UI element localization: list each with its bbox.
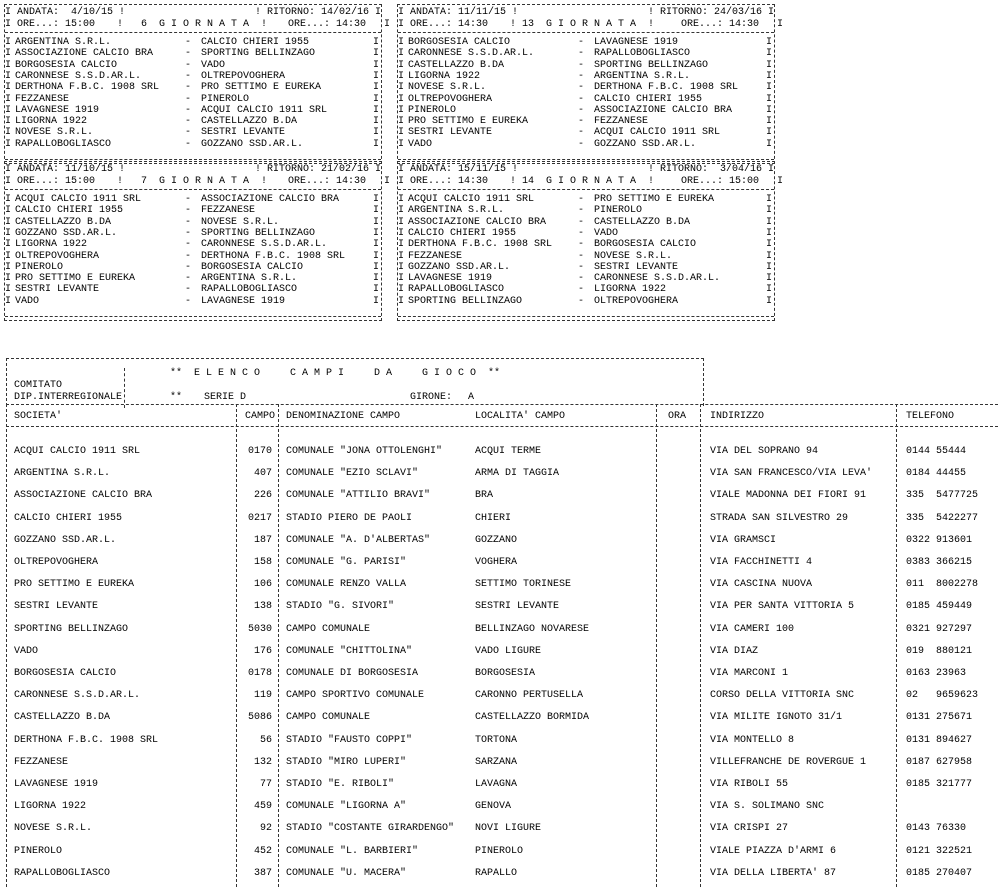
localita-cell: SARZANA	[475, 756, 518, 768]
localita-cell: SETTIMO TORINESE	[475, 579, 572, 591]
dip-label: DIP.INTERREGIONALE	[14, 392, 123, 403]
col-denominazione: DENOMINAZIONE CAMPO	[286, 411, 401, 422]
denominazione-cell: STADIO PIERO DE PAOLI	[286, 512, 413, 524]
away-team: VADO	[594, 227, 619, 239]
home-team: ASSOCIAZIONE CALCIO BRA	[15, 48, 154, 60]
away-team: GOZZANO SSD.AR.L.	[201, 138, 304, 150]
table-row	[0, 484, 1000, 504]
societa-cell: SESTRI LEVANTE	[14, 601, 99, 613]
away-team: BORGOSESIA CALCIO	[201, 261, 304, 273]
ore-andata: I ORE...: 14:30	[398, 19, 489, 30]
home-team: OLTREPOVOGHERA	[408, 93, 493, 105]
away-team: RAPALLOBOGLIASCO	[594, 48, 691, 60]
telefono-cell: 019 880121	[906, 645, 973, 657]
col-societa: SOCIETA'	[14, 411, 63, 422]
match-row: I GOZZANO SSD.AR.L. - SESTRI LEVANTE I	[398, 261, 773, 273]
match-row: I GOZZANO SSD.AR.L. - SPORTING BELLINZAGO I	[5, 227, 380, 239]
home-team: LIGORNA 1922	[15, 116, 88, 128]
campo-cell: 56	[259, 734, 272, 746]
serie-value: SERIE D	[204, 392, 247, 403]
away-team: LAVAGNESE 1919	[201, 295, 286, 307]
ritorno-date: ! RITORNO: 3/04/16 I	[648, 164, 775, 175]
table-row	[0, 462, 1000, 482]
andata-date: I ANDATA: 15/11/15 !	[398, 164, 519, 175]
match-row: I VADO - GOZZANO SSD.AR.L. I	[398, 138, 773, 150]
match-row: I CASTELLAZZO B.DA - NOVESE S.R.L. I	[5, 216, 380, 228]
match-row: I BORGOSESIA CALCIO - LAVAGNESE 1919 I	[398, 37, 773, 48]
societa-cell: GOZZANO SSD.AR.L.	[14, 534, 117, 546]
away-team: FEZZANESE	[201, 205, 256, 217]
telefono-cell: 0143 76330	[906, 823, 967, 835]
giornata-box	[397, 161, 784, 321]
indirizzo-cell: VIA MILITE IGNOTO 31/1	[710, 712, 843, 724]
telefono-cell: 0144 55444	[906, 446, 967, 457]
match-row: I VADO - LAVAGNESE 1919 I	[5, 295, 380, 307]
away-team: CARONNESE S.S.D.AR.L.	[594, 273, 721, 285]
denominazione-cell: COMUNALE "A. D'ALBERTAS"	[286, 534, 431, 546]
indirizzo-cell: VIA CRISPI 27	[710, 823, 789, 835]
away-team: ASSOCIAZIONE CALCIO BRA	[201, 194, 340, 205]
table-row	[0, 751, 1000, 771]
table-row	[0, 551, 1000, 571]
home-team: SESTRI LEVANTE	[15, 284, 100, 296]
telefono-cell: 0131 275671	[906, 712, 973, 724]
away-team: SESTRI LEVANTE	[201, 127, 286, 139]
societa-cell: VADO	[14, 645, 39, 657]
home-team: BORGOSESIA CALCIO	[408, 37, 511, 48]
match-row: I PINEROLO - ASSOCIAZIONE CALCIO BRA I	[398, 104, 773, 116]
home-team: CARONNESE S.S.D.AR.L.	[15, 70, 142, 82]
campo-cell: 138	[253, 601, 272, 613]
denominazione-cell: COMUNALE "EZIO SCLAVI"	[286, 468, 419, 480]
campo-cell: 0217	[247, 512, 272, 524]
societa-cell: DERTHONA F.B.C. 1908 SRL	[14, 734, 159, 746]
elenco-campi-section	[0, 358, 1000, 887]
societa-cell: NOVESE S.R.L.	[14, 823, 93, 835]
match-row: I NOVESE S.R.L. - SESTRI LEVANTE I	[5, 127, 380, 139]
denominazione-cell: STADIO "COSTANTE GIRARDENGO"	[286, 823, 455, 835]
match-row: I PRO SETTIMO E EUREKA - FEZZANESE I	[398, 116, 773, 128]
ore-ritorno: ORE...: 14:30 I	[288, 176, 391, 187]
denominazione-cell: COMUNALE "JONA OTTOLENGHI"	[286, 446, 443, 457]
societa-cell: ACQUI CALCIO 1911 SRL	[14, 446, 141, 457]
away-team: RAPALLOBOGLIASCO	[201, 284, 298, 296]
away-team: DERTHONA F.B.C. 1908 SRL	[594, 82, 739, 94]
indirizzo-cell: CORSO DELLA VITTORIA SNC	[710, 690, 855, 702]
home-team: DERTHONA F.B.C. 1908 SRL	[408, 239, 553, 251]
campo-cell: 387	[253, 867, 272, 879]
away-team: VADO	[201, 59, 226, 71]
home-team: ACQUI CALCIO 1911 SRL	[408, 194, 535, 205]
match-row: I LIGORNA 1922 - ARGENTINA S.R.L. I	[398, 70, 773, 82]
telefono-cell: 011 8002278	[906, 579, 979, 591]
telefono-cell: 0185 459449	[906, 601, 973, 613]
match-row: I ACQUI CALCIO 1911 SRL - PRO SETTIMO E EUREKA I	[398, 194, 773, 205]
indirizzo-cell: VIA MONTELLO 8	[710, 734, 795, 746]
campo-cell: 77	[259, 779, 272, 790]
localita-cell: GENOVA	[475, 801, 512, 813]
campo-cell: 226	[253, 490, 272, 502]
localita-cell: TORTONA	[475, 734, 518, 746]
match-row: I LAVAGNESE 1919 - ACQUI CALCIO 1911 SRL I	[5, 104, 380, 116]
away-team: CALCIO CHIERI 1955	[201, 37, 310, 48]
ore-ritorno: ORE...: 15:00 I	[681, 176, 784, 187]
denominazione-cell: STADIO "FAUSTO COPPI"	[286, 734, 413, 746]
indirizzo-cell: VIA S. SOLIMANO SNC	[710, 801, 825, 813]
match-row: I CARONNESE S.S.D.AR.L. - RAPALLOBOGLIASCO I	[398, 48, 773, 60]
away-team: ASSOCIAZIONE CALCIO BRA	[594, 104, 733, 116]
localita-cell: VOGHERA	[475, 557, 518, 568]
match-row: I NOVESE S.R.L. - DERTHONA F.B.C. 1908 SRL I	[398, 82, 773, 94]
campo-cell: 0178	[247, 668, 272, 679]
away-team: GOZZANO SSD.AR.L.	[594, 138, 697, 150]
localita-cell: CASTELLAZZO BORMIDA	[475, 712, 590, 724]
indirizzo-cell: VIA RIBOLI 55	[710, 779, 789, 790]
denominazione-cell: COMUNALE "L. BARBIERI"	[286, 845, 419, 857]
societa-cell: FEZZANESE	[14, 756, 69, 768]
table-row	[0, 618, 1000, 638]
match-row: I PRO SETTIMO E EUREKA - ARGENTINA S.R.L. I	[5, 273, 380, 285]
localita-cell: GOZZANO	[475, 534, 518, 546]
localita-cell: SESTRI LEVANTE	[475, 601, 560, 613]
table-row	[0, 729, 1000, 749]
col-telefono: TELEFONO	[906, 411, 955, 422]
match-row: I SESTRI LEVANTE - RAPALLOBOGLIASCO I	[5, 284, 380, 296]
match-row: I RAPALLOBOGLIASCO - GOZZANO SSD.AR.L. I	[5, 138, 380, 150]
home-team: VADO	[15, 295, 40, 307]
match-row: I LIGORNA 1922 - CARONNESE S.S.D.AR.L. I	[5, 239, 380, 251]
societa-cell: CALCIO CHIERI 1955	[14, 512, 123, 524]
ore-ritorno: ORE...: 14:30 I	[681, 19, 784, 30]
home-team: OLTREPOVOGHERA	[15, 250, 100, 262]
indirizzo-cell: VIALE PIAZZA D'ARMI 6	[710, 845, 837, 857]
table-row	[0, 706, 1000, 726]
home-team: NOVESE S.R.L.	[408, 82, 487, 94]
denominazione-cell: COMUNALE "G. PARISI"	[286, 557, 407, 568]
match-row: I DERTHONA F.B.C. 1908 SRL - PRO SETTIMO E EUREKA I	[5, 82, 380, 94]
ritorno-date: ! RITORNO: 24/03/16 I	[648, 7, 775, 18]
home-team: PINEROLO	[15, 261, 64, 273]
campo-cell: 0170	[247, 446, 272, 457]
ritorno-date: ! RITORNO: 21/02/16 I	[255, 164, 382, 175]
telefono-cell: 0185 270407	[906, 867, 973, 879]
match-row: I DERTHONA F.B.C. 1908 SRL - BORGOSESIA CALCIO I	[398, 239, 773, 251]
away-team: SPORTING BELLINZAGO	[201, 227, 316, 239]
societa-cell: BORGOSESIA CALCIO	[14, 668, 117, 679]
away-team: DERTHONA F.B.C. 1908 SRL	[201, 250, 346, 262]
home-team: LIGORNA 1922	[15, 239, 88, 251]
table-row	[0, 440, 1000, 460]
localita-cell: CHIERI	[475, 512, 512, 524]
telefono-cell: 0184 44455	[906, 468, 967, 480]
denominazione-cell: STADIO "G. SIVORI"	[286, 601, 395, 613]
home-team: CASTELLAZZO B.DA	[408, 59, 505, 71]
col-ora: ORA	[668, 411, 687, 422]
away-team: CARONNESE S.S.D.AR.L.	[201, 239, 328, 251]
localita-cell: ARMA DI TAGGIA	[475, 468, 560, 480]
table-row	[0, 529, 1000, 549]
indirizzo-cell: VIA FACCHINETTI 4	[710, 557, 813, 568]
home-team: CALCIO CHIERI 1955	[408, 227, 517, 239]
localita-cell: BORGOSESIA	[475, 668, 536, 679]
col-campo: CAMPO	[245, 411, 276, 422]
giornata-box	[397, 4, 784, 164]
away-team: ARGENTINA S.R.L.	[201, 273, 298, 285]
localita-cell: BRA	[475, 490, 494, 502]
home-team: CASTELLAZZO B.DA	[15, 216, 112, 228]
giornata-title: ! 13 G I O R N A T A !	[510, 19, 655, 30]
denominazione-cell: COMUNALE "ATTILIO BRAVI"	[286, 490, 431, 502]
table-row	[0, 640, 1000, 660]
giornata-title: ! 6 G I O R N A T A !	[117, 19, 268, 30]
localita-cell: NOVI LIGURE	[475, 823, 542, 835]
indirizzo-cell: VIA DEL SOPRANO 94	[710, 446, 819, 457]
denominazione-cell: COMUNALE RENZO VALLA	[286, 579, 407, 591]
telefono-cell: 0383 366215	[906, 557, 973, 568]
home-team: GOZZANO SSD.AR.L.	[408, 261, 511, 273]
girone-value: A	[468, 392, 475, 403]
home-team: ARGENTINA S.R.L.	[15, 37, 112, 48]
table-row	[0, 662, 1000, 682]
ore-andata: I ORE...: 15:00	[5, 176, 96, 187]
societa-cell: PRO SETTIMO E EUREKA	[14, 579, 135, 591]
away-team: ARGENTINA S.R.L.	[594, 70, 691, 82]
home-team: FEZZANESE	[408, 250, 463, 262]
away-team: PINEROLO	[594, 205, 643, 217]
denominazione-cell: COMUNALE "CHITTOLINA"	[286, 645, 413, 657]
home-team: LIGORNA 1922	[408, 70, 481, 82]
giornata-box	[4, 161, 391, 321]
societa-cell: ASSOCIAZIONE CALCIO BRA	[14, 490, 153, 502]
home-team: ARGENTINA S.R.L.	[408, 205, 505, 217]
giornata-title: ! 7 G I O R N A T A !	[117, 176, 268, 187]
telefono-cell: 0131 894627	[906, 734, 973, 746]
away-team: ACQUI CALCIO 1911 SRL	[594, 127, 721, 139]
away-team: BORGOSESIA CALCIO	[594, 239, 697, 251]
indirizzo-cell: VILLEFRANCHE DE ROVERGUE 1	[710, 756, 867, 768]
elenco-title: ** E L E N C O C A M P I D A G I O C O **	[170, 368, 501, 379]
indirizzo-cell: VIA DELLA LIBERTA' 87	[710, 867, 837, 879]
home-team: BORGOSESIA CALCIO	[15, 59, 118, 71]
away-team: NOVESE S.R.L.	[201, 216, 280, 228]
match-row: I ASSOCIAZIONE CALCIO BRA - SPORTING BELLINZAGO I	[5, 48, 380, 60]
denominazione-cell: CAMPO COMUNALE	[286, 623, 371, 635]
ritorno-date: ! RITORNO: 14/02/16 I	[255, 7, 382, 18]
indirizzo-cell: VIALE MADONNA DEI FIORI 91	[710, 490, 867, 502]
campo-cell: 407	[253, 468, 272, 480]
match-row: I OLTREPOVOGHERA - DERTHONA F.B.C. 1908 SRL I	[5, 250, 380, 262]
away-team: SESTRI LEVANTE	[594, 261, 679, 273]
match-row: I LAVAGNESE 1919 - CARONNESE S.S.D.AR.L. I	[398, 273, 773, 285]
home-team: PRO SETTIMO E EUREKA	[408, 116, 529, 128]
home-team: RAPALLOBOGLIASCO	[15, 138, 112, 150]
table-row	[0, 573, 1000, 593]
match-row: I ASSOCIAZIONE CALCIO BRA - CASTELLAZZO B.DA I	[398, 216, 773, 228]
away-team: LIGORNA 1922	[594, 284, 667, 296]
match-row: I ACQUI CALCIO 1911 SRL - ASSOCIAZIONE CALCIO BRA I	[5, 194, 380, 205]
denominazione-cell: STADIO "E. RIBOLI"	[286, 779, 395, 790]
col-indirizzo: INDIRIZZO	[710, 411, 765, 422]
table-row	[0, 817, 1000, 837]
away-team: CALCIO CHIERI 1955	[594, 93, 703, 105]
match-row: I RAPALLOBOGLIASCO - LIGORNA 1922 I	[398, 284, 773, 296]
localita-cell: ACQUI TERME	[475, 446, 542, 457]
table-row	[0, 773, 1000, 793]
home-team: LAVAGNESE 1919	[408, 273, 493, 285]
home-team: NOVESE S.R.L.	[15, 127, 94, 139]
home-team: LAVAGNESE 1919	[15, 104, 100, 116]
campo-cell: 119	[253, 690, 272, 702]
localita-cell: LAVAGNA	[475, 779, 518, 790]
match-row: I CALCIO CHIERI 1955 - VADO I	[398, 227, 773, 239]
home-team: RAPALLOBOGLIASCO	[408, 284, 505, 296]
home-team: ASSOCIAZIONE CALCIO BRA	[408, 216, 547, 228]
societa-cell: CASTELLAZZO B.DA	[14, 712, 111, 724]
ore-andata: I ORE...: 14:30	[398, 176, 489, 187]
match-row: I ARGENTINA S.R.L. - PINEROLO I	[398, 205, 773, 217]
match-row: I OLTREPOVOGHERA - CALCIO CHIERI 1955 I	[398, 93, 773, 105]
match-row: I CALCIO CHIERI 1955 - FEZZANESE I	[5, 205, 380, 217]
indirizzo-cell: STRADA SAN SILVESTRO 29	[710, 512, 849, 524]
campo-cell: 5030	[247, 623, 272, 635]
campo-cell: 92	[259, 823, 272, 835]
localita-cell: CARONNO PERTUSELLA	[475, 690, 584, 702]
denominazione-cell: COMUNALE DI BORGOSESIA	[286, 668, 419, 679]
home-team: PINEROLO	[408, 104, 457, 116]
table-row	[0, 840, 1000, 860]
away-team: LAVAGNESE 1919	[594, 37, 679, 48]
telefono-cell: 0187 627958	[906, 756, 973, 768]
indirizzo-cell: VIA DIAZ	[710, 645, 759, 657]
telefono-cell: 335 5477725	[906, 490, 979, 502]
indirizzo-cell: VIA PER SANTA VITTORIA 5	[710, 601, 855, 613]
localita-cell: PINEROLO	[475, 845, 524, 857]
match-row: I SESTRI LEVANTE - ACQUI CALCIO 1911 SRL I	[398, 127, 773, 139]
girone-label: GIRONE:	[410, 392, 453, 403]
campo-cell: 158	[253, 557, 272, 568]
denominazione-cell: CAMPO COMUNALE	[286, 712, 371, 724]
ore-ritorno: ORE...: 14:30 I	[288, 19, 391, 30]
societa-cell: SPORTING BELLINZAGO	[14, 623, 129, 635]
telefono-cell: 0163 23963	[906, 668, 967, 679]
telefono-cell: 0121 322521	[906, 845, 973, 857]
away-team: PINEROLO	[201, 93, 250, 105]
campo-cell: 176	[253, 645, 272, 657]
denominazione-cell: COMUNALE "LIGORNA A"	[286, 801, 407, 813]
societa-cell: OLTREPOVOGHERA	[14, 557, 99, 568]
home-team: FEZZANESE	[15, 93, 70, 105]
denominazione-cell: CAMPO SPORTIVO COMUNALE	[286, 690, 425, 702]
table-row	[0, 595, 1000, 615]
home-team: GOZZANO SSD.AR.L.	[15, 227, 118, 239]
localita-cell: RAPALLO	[475, 867, 518, 879]
telefono-cell: 0321 927297	[906, 623, 973, 635]
home-team: CALCIO CHIERI 1955	[15, 205, 124, 217]
societa-cell: LIGORNA 1922	[14, 801, 87, 813]
away-team: CASTELLAZZO B.DA	[594, 216, 691, 228]
ore-andata: I ORE...: 15:00	[5, 19, 96, 30]
campo-cell: 132	[253, 756, 272, 768]
away-team: ACQUI CALCIO 1911 SRL	[201, 104, 328, 116]
home-team: SPORTING BELLINZAGO	[408, 295, 523, 307]
giornata-box	[4, 4, 391, 164]
localita-cell: BELLINZAGO NOVARESE	[475, 623, 590, 635]
match-row: I PINEROLO - BORGOSESIA CALCIO I	[5, 261, 380, 273]
match-row: I FEZZANESE - NOVESE S.R.L. I	[398, 250, 773, 262]
campo-cell: 452	[253, 845, 272, 857]
home-team: DERTHONA F.B.C. 1908 SRL	[15, 82, 160, 94]
table-row	[0, 795, 1000, 815]
denominazione-cell: COMUNALE "U. MACERA"	[286, 867, 407, 879]
away-team: OLTREPOVOGHERA	[201, 70, 286, 82]
table-row	[0, 862, 1000, 882]
away-team: SPORTING BELLINZAGO	[201, 48, 316, 60]
match-row: I SPORTING BELLINZAGO - OLTREPOVOGHERA I	[398, 295, 773, 307]
match-row: I LIGORNA 1922 - CASTELLAZZO B.DA I	[5, 116, 380, 128]
andata-date: I ANDATA: 11/11/15 !	[398, 7, 519, 18]
societa-cell: PINEROLO	[14, 845, 63, 857]
denominazione-cell: STADIO "MIRO LUPERI"	[286, 756, 407, 768]
indirizzo-cell: VIA CAMERI 100	[710, 623, 795, 635]
societa-cell: CARONNESE S.S.D.AR.L.	[14, 690, 141, 702]
telefono-cell: 0322 913601	[906, 534, 973, 546]
away-team: FEZZANESE	[594, 116, 649, 128]
comitato-label: COMITATO	[14, 380, 63, 391]
match-row: I ARGENTINA S.R.L. - CALCIO CHIERI 1955 I	[5, 37, 380, 48]
societa-cell: LAVAGNESE 1919	[14, 779, 99, 790]
away-team: SPORTING BELLINZAGO	[594, 59, 709, 71]
telefono-cell: 02 9659623	[906, 690, 979, 702]
home-team: SESTRI LEVANTE	[408, 127, 493, 139]
localita-cell: VADO LIGURE	[475, 645, 542, 657]
away-team: NOVESE S.R.L.	[594, 250, 673, 262]
indirizzo-cell: VIA SAN FRANCESCO/VIA LEVA'	[710, 468, 873, 480]
table-row	[0, 507, 1000, 527]
home-team: CARONNESE S.S.D.AR.L.	[408, 48, 535, 60]
match-row: I BORGOSESIA CALCIO - VADO I	[5, 59, 380, 71]
andata-date: I ANDATA: 11/10/15 !	[5, 164, 126, 175]
away-team: PRO SETTIMO E EUREKA	[594, 194, 715, 205]
telefono-cell: 0185 321777	[906, 779, 973, 790]
indirizzo-cell: VIA MARCONI 1	[710, 668, 789, 679]
societa-cell: ARGENTINA S.R.L.	[14, 468, 111, 480]
andata-date: I ANDATA: 4/10/15 !	[5, 7, 126, 18]
giornata-title: ! 14 G I O R N A T A !	[510, 176, 655, 187]
home-team: PRO SETTIMO E EUREKA	[15, 273, 136, 285]
away-team: OLTREPOVOGHERA	[594, 295, 679, 307]
col-localita: LOCALITA' CAMPO	[475, 411, 566, 422]
campo-cell: 187	[253, 534, 272, 546]
serie-prefix: **	[170, 392, 183, 403]
match-row: I CASTELLAZZO B.DA - SPORTING BELLINZAGO I	[398, 59, 773, 71]
away-team: CASTELLAZZO B.DA	[201, 116, 298, 128]
table-row	[0, 684, 1000, 704]
campo-cell: 5086	[247, 712, 272, 724]
campo-cell: 106	[253, 579, 272, 591]
campo-cell: 459	[253, 801, 272, 813]
home-team: ACQUI CALCIO 1911 SRL	[15, 194, 142, 205]
match-row: I FEZZANESE - PINEROLO I	[5, 93, 380, 105]
societa-cell: RAPALLOBOGLIASCO	[14, 867, 111, 879]
indirizzo-cell: VIA CASCINA NUOVA	[710, 579, 813, 591]
away-team: PRO SETTIMO E EUREKA	[201, 82, 322, 94]
home-team: VADO	[408, 138, 433, 150]
telefono-cell: 335 5422277	[906, 512, 979, 524]
indirizzo-cell: VIA GRAMSCI	[710, 534, 777, 546]
match-row: I CARONNESE S.S.D.AR.L. - OLTREPOVOGHERA I	[5, 70, 380, 82]
